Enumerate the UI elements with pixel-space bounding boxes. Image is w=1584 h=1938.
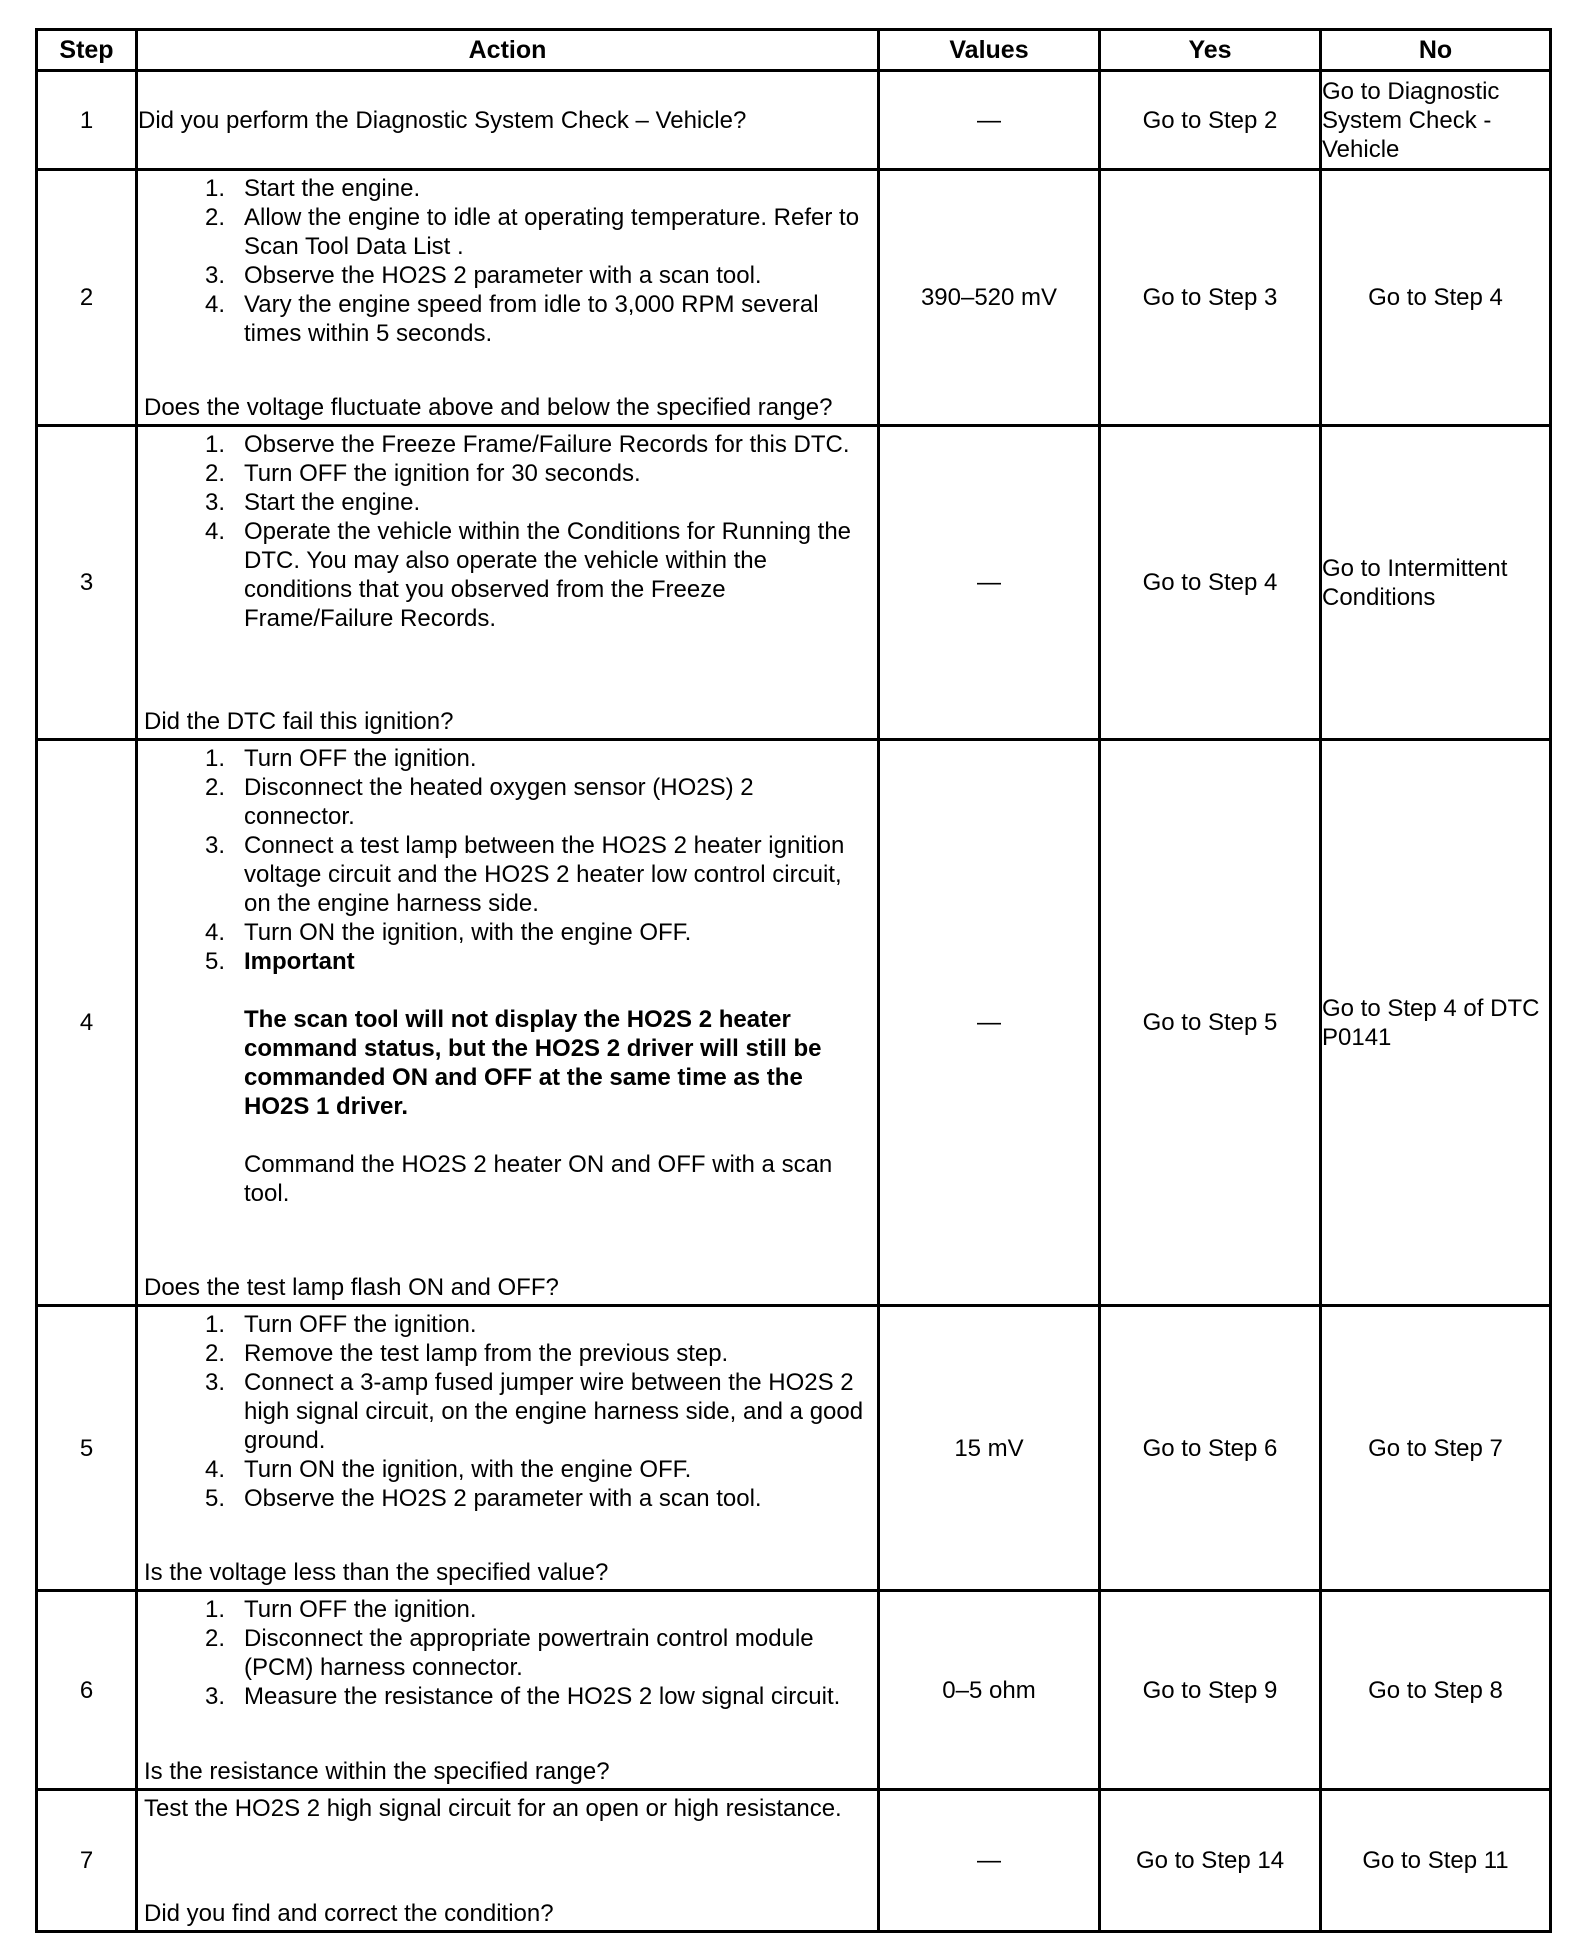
yes-cell: Go to Step 9 [1100,1591,1321,1790]
value-cell: 15 mV [879,1306,1100,1591]
list-item: 1. Observe the Freeze Frame/Failure Records for this DTC. [204,431,850,458]
yes-cell: Go to Step 3 [1100,170,1321,426]
table-row [37,170,1551,426]
list-item: 2. Disconnect the appropriate powertrain control module (PCM) harness connector. [204,1625,814,1681]
yes-cell: Go to Step 6 [1100,1306,1321,1591]
value-cell: — [879,740,1100,1306]
action-question: Did you find and correct the condition? [144,1900,554,1927]
value-cell: — [879,426,1100,740]
action-steps [144,1310,871,1513]
header-row [37,30,1551,71]
no-cell: Go to Step 7 [1321,1306,1551,1591]
table-row [37,1591,1551,1790]
list-item: 1. Turn OFF the ignition. [204,1311,477,1338]
step-number: 7 [37,1790,137,1932]
table-row [37,71,1551,170]
action-cell [137,1306,879,1591]
list-item: 3. Connect a 3-amp fused jumper wire between the HO2S 2 high signal circuit, on the engine harness side, and a good ground. [204,1369,864,1454]
header-values: Values [879,30,1100,71]
value-cell: 390–520 mV [879,170,1100,426]
action-cell [137,170,879,426]
table-row [37,1306,1551,1591]
no-cell: Go to Intermittent Conditions [1321,426,1551,740]
list-item: 2. Disconnect the heated oxygen sensor (HO2S) 2 connector. [204,774,754,830]
list-item: 4. Turn ON the ignition, with the engine OFF. [204,1456,692,1483]
header-action: Action [137,30,879,71]
action-steps [144,744,871,976]
list-item: 3. Connect a test lamp between the HO2S 2 heater ignition voltage circuit and the HO2S 2 heater low control circuit, on the engine harness side. [204,832,845,917]
no-cell: Go to Diagnostic System Check - Vehicle [1321,71,1551,170]
list-item: 3. Start the engine. [204,489,421,516]
action-text: Test the HO2S 2 high signal circuit for an open or high resistance. [144,1795,842,1822]
list-item: 2. Allow the engine to idle at operating temperature. Refer to Scan Tool Data List . [204,204,860,260]
action-cell [137,740,879,1306]
header-yes: Yes [1100,30,1321,71]
list-item: 3. Observe the HO2S 2 parameter with a scan tool. [204,262,762,289]
value-cell: 0–5 ohm [879,1591,1100,1790]
list-item: 2. Remove the test lamp from the previous step. [204,1340,729,1367]
action-steps [144,430,871,633]
yes-cell: Go to Step 14 [1100,1790,1321,1932]
yes-cell: Go to Step 5 [1100,740,1321,1306]
step-number: 6 [37,1591,137,1790]
action-question: Did the DTC fail this ignition? [144,708,454,735]
command-instruction: Command the HO2S 2 heater ON and OFF with a scan tool. [244,1151,833,1207]
yes-cell: Go to Step 4 [1100,426,1321,740]
action-question: Does the voltage fluctuate above and below the specified range? [144,394,833,421]
list-item: 1. Turn OFF the ignition. [204,745,477,772]
step-number: 3 [37,426,137,740]
list-item: 3. Measure the resistance of the HO2S 2 low signal circuit. [204,1683,841,1710]
action-cell [137,1591,879,1790]
action-cell [137,71,879,170]
list-item: 1. Turn OFF the ignition. [204,1596,477,1623]
action-question: Is the resistance within the specified range? [144,1758,610,1785]
table-row [37,1790,1551,1932]
action-steps [144,1595,871,1711]
step-number: 5 [37,1306,137,1591]
header-step: Step [37,30,137,71]
no-cell: Go to Step 8 [1321,1591,1551,1790]
list-item: 4. Vary the engine speed from idle to 3,000 RPM several times within 5 seconds. [204,291,819,347]
list-item: 5. Observe the HO2S 2 parameter with a scan tool. [204,1485,762,1512]
list-item: 4. Turn ON the ignition, with the engine OFF. [204,919,692,946]
no-cell: Go to Step 4 [1321,170,1551,426]
action-cell [137,426,879,740]
list-item: 1. Start the engine. [204,175,421,202]
step-number: 2 [37,170,137,426]
table-row [37,740,1551,1306]
value-cell: — [879,1790,1100,1932]
action-question: Is the voltage less than the specified value? [144,1559,609,1586]
important-note: The scan tool will not display the HO2S 2 heater command status, but the HO2S 2 driver will still be commanded ON and OFF at the same time as the HO2S 1 driver. [244,1006,822,1120]
action-question: Did you perform the Diagnostic System Check – Vehicle? [138,106,747,134]
step-number: 4 [37,740,137,1306]
value-cell: — [879,71,1100,170]
list-item: 4. Operate the vehicle within the Conditions for Running the DTC. You may also operate the vehicle within the conditions that you observed from the Freeze Frame/Failure Records. [204,518,852,632]
table-row [37,426,1551,740]
diagnostic-table [35,28,1552,1933]
action-cell [137,1790,879,1932]
header-no: No [1321,30,1551,71]
action-question: Does the test lamp flash ON and OFF? [144,1274,559,1301]
list-item: 2. Turn OFF the ignition for 30 seconds. [204,460,641,487]
yes-cell: Go to Step 2 [1100,71,1321,170]
no-cell: Go to Step 4 of DTC P0141 [1321,740,1551,1306]
no-cell: Go to Step 11 [1321,1790,1551,1932]
action-steps [144,174,871,348]
step-number: 1 [37,71,137,170]
list-item: 5. Important [204,948,355,975]
